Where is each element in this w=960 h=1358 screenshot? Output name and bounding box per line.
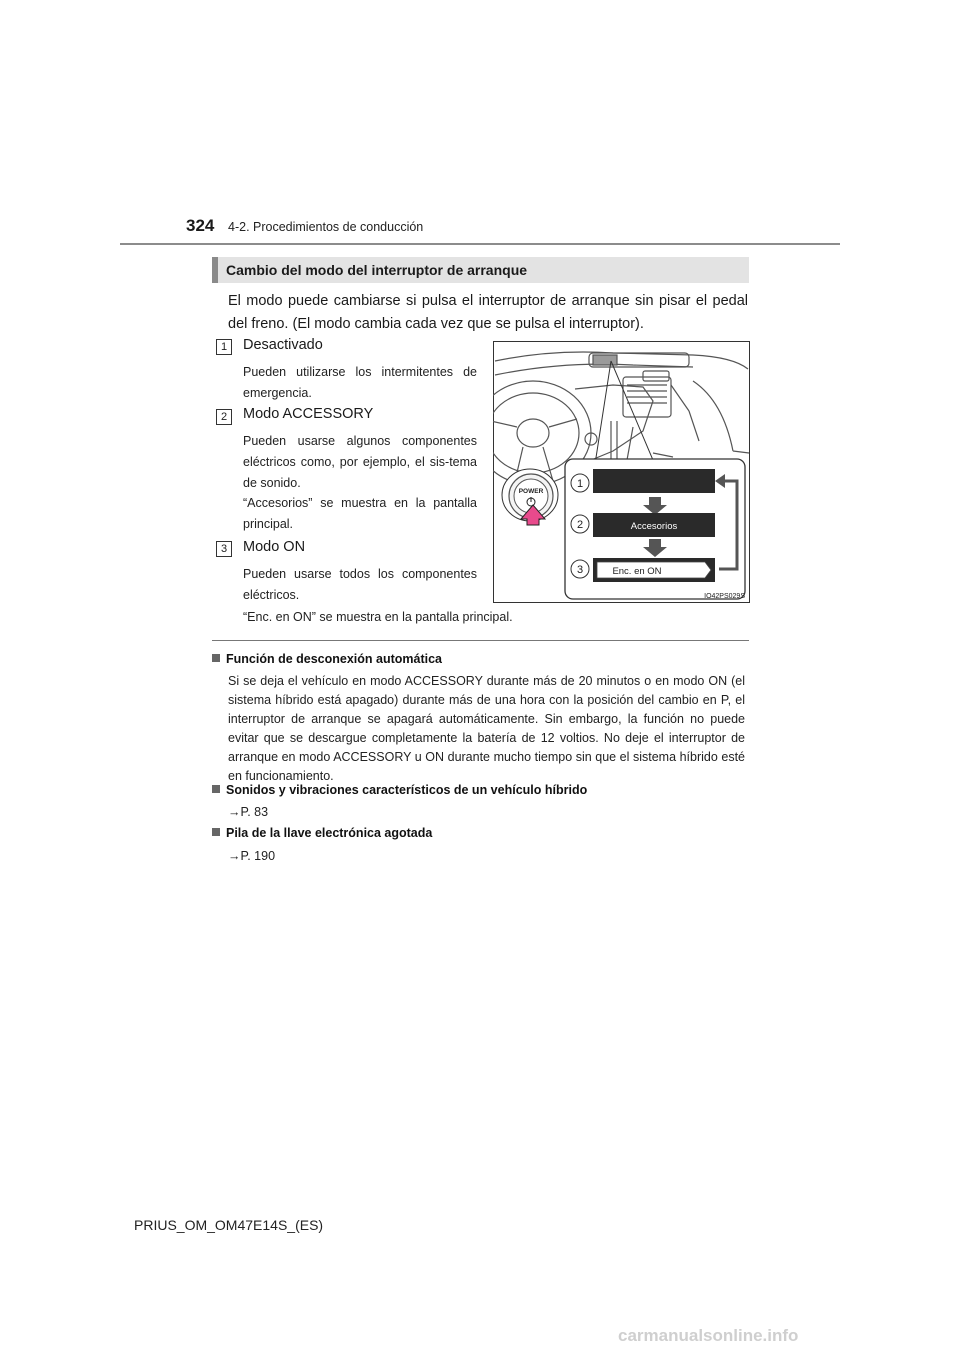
step-1-label: 1: [576, 478, 584, 490]
note-2-ref: →P. 83: [228, 805, 269, 819]
footer-code: PRIUS_OM_OM47E14S_(ES): [134, 1217, 324, 1233]
power-label: POWER: [518, 488, 544, 495]
section-title-bar: [212, 257, 749, 283]
mode-2-number: 2: [216, 409, 232, 425]
mode-2-desc-extra: “Accesorios” se muestra en la pantalla principal.: [243, 496, 477, 531]
notes-divider: [212, 640, 749, 641]
note-1-title: Función de desconexión automática: [212, 652, 749, 666]
note-3-title: Pila de la llave electrónica agotada: [212, 826, 749, 840]
page-number: 324: [186, 216, 215, 235]
watermark: carmanualsonline.info: [618, 1326, 799, 1345]
mode-3-number: 3: [216, 541, 232, 557]
mode-1-desc: Pueden utilizarse los intermitentes de emergencia.: [243, 365, 477, 400]
power-switch-illustration: [493, 341, 750, 603]
section-title: Cambio del modo del interruptor de arranque: [226, 262, 528, 278]
section-path: 4-2. Procedimientos de conducción: [228, 220, 424, 234]
title-accent: [212, 257, 218, 283]
figure-code: IO42PS029S: [704, 593, 745, 600]
intro-paragraph: El modo puede cambiarse si pulsa el interruptor de arranque sin pisar el pedal del freno. (El modo cambia cada vez que se pulsa el interruptor).: [228, 293, 748, 332]
mode-3-desc-extra: “Enc. en ON” se muestra en la pantalla principal.: [243, 610, 513, 624]
display-accessory-text: Accesorios: [630, 521, 678, 532]
display-off: [593, 469, 715, 493]
mode-3-label: Modo ON: [243, 539, 306, 555]
mode-1-number: 1: [216, 339, 232, 355]
mode-3-desc: Pueden usarse todos los componentes eléctricos.: [243, 567, 477, 602]
step-2-label: 2: [576, 519, 584, 531]
mode-2-desc: Pueden usarse algunos componentes eléctricos como, por ejemplo, el sis-tema de sonido.: [243, 434, 477, 490]
mode-1-label: Desactivado: [243, 337, 323, 353]
step-3-label: 3: [576, 564, 584, 576]
note-1-body: Si se deja el vehículo en modo ACCESSORY durante más de 20 minutos o en modo ON (el sistema híbrido está apagado) durante más de una hora con la posición del cambio en P, el interruptor de arranque se apagará automáticamente. Sin embargo, la función no puede evitar que se descargue completamente la batería de 12 voltios. No deje el interruptor de arranque en modo ACCESSORY u ON durante mucho tiempo sin que el sistema híbrido esté en funcionamiento.: [228, 674, 745, 783]
note-3-ref: →P. 190: [228, 849, 276, 863]
display-on-text: Enc. en ON: [612, 566, 662, 577]
mode-2-label: Modo ACCESSORY: [243, 406, 374, 422]
header-rule: [120, 243, 840, 245]
note-2-title: Sonidos y vibraciones característicos de un vehículo híbrido: [212, 783, 749, 797]
